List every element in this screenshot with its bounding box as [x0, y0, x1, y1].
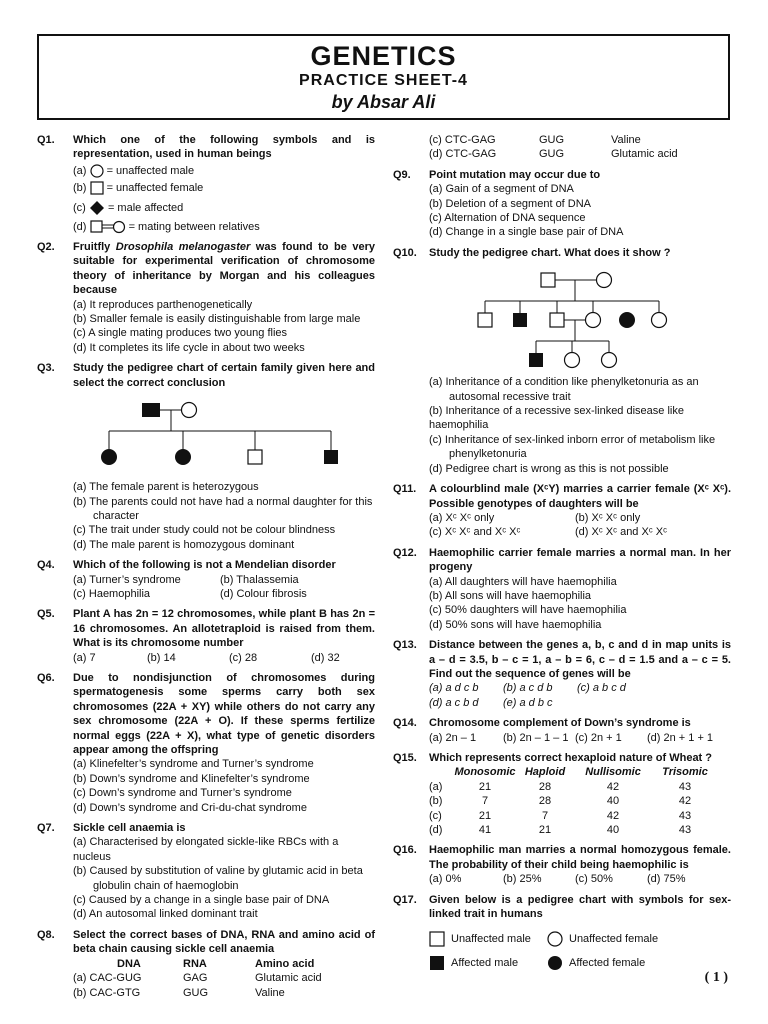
- question-number: Q13.: [393, 639, 417, 652]
- question-text: A colourblind male (XᶜY) marries a carrier female (Xᶜ Xᶜ). Possible genotypes of daughters will be: [429, 483, 731, 510]
- question-13: [393, 638, 731, 710]
- option-c: (c) 28: [229, 651, 258, 664]
- legend-row: [429, 931, 731, 947]
- option-a: (a) It reproduces parthenogenetically: [73, 298, 253, 311]
- option-d: (d) Colour fibrosis: [220, 587, 307, 600]
- question-number: Q15.: [393, 752, 417, 764]
- square-symbol-icon: [90, 181, 104, 195]
- question-7: Q7. Sickle cell anaemia is (a) Characterised by elongated sickle-like RBCs with a nucleus (b) Caused by substitution of valine by glutamic acid in beta globulin chain of haemoglobin (c) Caused by a change in a single base pair of DNA (d) An autosomal linked dominant trait: [37, 821, 375, 922]
- title-box: [37, 34, 730, 120]
- table-row: (c) CTC-GAG GUG Valine: [429, 134, 641, 146]
- question-text: Sickle cell anaemia is: [73, 822, 186, 835]
- legend-label: Affected male: [451, 957, 519, 970]
- question-10: Q10. Study the pedigree chart. What does it show ? (a) Inheritance of a condition like phenylketonuria as an autosomal recessive trait (b) Inheritance of a recessive sex-linked disease like haemophilia (c) Inheritance of sex-linked inborn error of metabolism like phenylketonuria (d) Pedigree chart is wrong as this is not possible: [393, 246, 731, 476]
- option-c: (c) = male affected: [73, 200, 375, 216]
- question-9: [393, 168, 731, 240]
- question-text: Which one of the following symbols and is representation, used in human beings: [73, 134, 375, 161]
- table-row: (c) 21 7 42 43: [429, 809, 692, 822]
- table-row: (a) 21 28 42 43: [429, 780, 692, 793]
- table-row: (a) CAC-GUG GAG Glutamic acid: [73, 972, 322, 985]
- pedigree-chart-q10: [425, 265, 725, 375]
- table-row: (b) 7 28 40 42: [429, 795, 692, 808]
- page-number: ( 1 ): [704, 970, 728, 985]
- question-16: [393, 843, 731, 886]
- left-column: [37, 133, 375, 1000]
- question-text: Study the pedigree chart of certain family given here and select the correct conclusion: [73, 362, 375, 389]
- option-b: (b) Down’s syndrome and Klinefelter’s syndrome: [73, 772, 310, 785]
- question-number: Q11.: [393, 483, 417, 496]
- table-header: Monosomic Haploid Nullisomic Trisomic: [454, 766, 708, 779]
- option-d: (d) Pedigree chart is wrong as this is not possible: [429, 462, 669, 475]
- option-d: (d) It completes its life cycle in about two weeks: [73, 341, 305, 354]
- question-3: Q3. Study the pedigree chart of certain family given here and select the correct conclusion (a) The female parent is heterozygous (b) The parents could not have had a normal daughter for this character (c) The trait under study could not be colour blindness (d) The male parent is homozygous dominant: [37, 362, 375, 551]
- question-text: Distance between the genes a, b, c and d in map units is a – d = 3.5, b – c = 1, a – b = 6, c – d = 1.5 and a – c = 5. Find out the sequence of genes will be: [429, 639, 731, 680]
- right-column: [393, 133, 731, 971]
- option-c: (c) The trait under study could not be colour blindness: [73, 524, 336, 537]
- question-number: Q7.: [37, 822, 55, 835]
- pedigree-chart-q3: [69, 396, 369, 480]
- option-d: (d) Xᶜ Xᶜ and Xᶜ Xᶜ: [575, 526, 668, 539]
- option-d: (d) 32: [311, 651, 340, 664]
- question-number: Q6.: [37, 671, 55, 684]
- legend-label: Unaffected male: [451, 933, 531, 946]
- option-c: (c) Down’s syndrome and Turner’s syndrome: [73, 787, 292, 800]
- question-text: Study the pedigree chart. What does it show ?: [429, 246, 671, 259]
- question-text: Given below is a pedigree chart with symbols for sex-linked trait in humans: [429, 893, 731, 921]
- option-a: (a) 7: [73, 651, 96, 664]
- option-d: (d) 2n + 1 + 1: [647, 731, 714, 744]
- question-number: Q4.: [37, 559, 55, 572]
- option-d: (d) 75%: [647, 873, 686, 886]
- legend-label: Unaffected female: [569, 933, 659, 946]
- question-text: Which represents correct hexaploid nature of Wheat ?: [429, 752, 712, 764]
- option-a: (a) Xᶜ Xᶜ only: [429, 511, 495, 524]
- option-b: (b) Thalassemia: [220, 573, 299, 586]
- option-d: (d) The male parent is homozygous dominant: [73, 538, 295, 551]
- option-a: (a) 2n – 1: [429, 731, 477, 744]
- unaffected-male-icon: [429, 931, 445, 947]
- option-a: (a) Gain of a segment of DNA: [429, 183, 574, 196]
- option-d: (d) An autosomal linked dominant trait: [73, 908, 258, 921]
- question-text: Haemophilic man marries a normal homozygous female. The probability of their child being haemophilic is: [429, 844, 731, 871]
- option-b: (b) Xᶜ Xᶜ only: [575, 511, 641, 524]
- question-text: Due to nondisjunction of chromosomes during spermatogenesis some sperms carry both sex chromosomes (22A + XY) while others do not carry any sex chromosome (22A + O). If these sperms fertilize normal eggs (22A + X), what type of genetic disorders appear among the offspring: [73, 671, 375, 756]
- question-2: [37, 240, 375, 355]
- option-d: (d) a c b d: [429, 696, 479, 709]
- option-b: (b) Deletion of a segment of DNA: [429, 197, 592, 210]
- question-8: [37, 928, 375, 1000]
- question-text: Which of the following is not a Mendelian disorder: [73, 559, 336, 572]
- question-17: [393, 893, 731, 972]
- question-number: Q12.: [393, 546, 417, 559]
- question-text: Chromosome complement of Down’s syndrome is: [429, 717, 691, 730]
- table-row: (d) CTC-GAG GUG Glutamic acid: [429, 148, 678, 161]
- option-a: (a) 0%: [429, 873, 462, 886]
- option-b: (b) a c d b: [503, 682, 553, 695]
- option-b: (b) Caused by substitution of valine by glutamic acid in beta: [73, 865, 363, 878]
- question-number: Q16.: [393, 844, 417, 857]
- option-a: (a) The female parent is heterozygous: [73, 481, 259, 494]
- option-b: (b) = unaffected female: [73, 182, 204, 195]
- mating-symbol-icon: [90, 220, 126, 234]
- filled-diamond-icon: [89, 200, 105, 216]
- legend-label: Affected female: [569, 957, 646, 970]
- option-a: (a) a d c b: [429, 682, 479, 695]
- question-number: Q3.: [37, 362, 55, 375]
- option-a: (a) Klinefelter’s syndrome and Turner’s syndrome: [73, 758, 314, 771]
- question-number: Q17.: [393, 893, 417, 906]
- question-number: Q5.: [37, 608, 55, 621]
- option-b: (b) All sons will have haemophilia: [429, 589, 592, 602]
- question-6: [37, 671, 375, 815]
- question-text: Fruitfly Drosophila melanogaster was found to be very suitable for experimental verification of chromosome theory of inheritance by Morgan and his colleagues because: [73, 241, 375, 297]
- option-b: (b) Smaller female is easily distinguishable from large male: [73, 313, 361, 326]
- option-b: (b) Inheritance of a recessive sex-linked disease like haemophilia: [429, 405, 684, 432]
- option-d: (d) Down’s syndrome and Cri-du-chat syndrome: [73, 801, 307, 814]
- option-c: (c) A single mating produces two young flies: [73, 327, 288, 340]
- option-d: (d) = mating between relatives: [73, 220, 260, 233]
- option-c: (c) Inheritance of sex-linked inborn error of metabolism like: [429, 433, 716, 446]
- question-14: [393, 716, 731, 745]
- option-c: (c) 2n + 1: [575, 731, 622, 744]
- option-c: (c) Haemophilia: [73, 587, 151, 600]
- page-title: GENETICS: [310, 41, 457, 71]
- legend-row: [429, 955, 731, 971]
- option-d: (d) 50% sons will have haemophilia: [429, 618, 602, 631]
- table-header: DNA RNA Amino acid: [117, 957, 315, 970]
- question-11: [393, 482, 731, 540]
- question-text: Select the correct bases of DNA, RNA and amino acid of beta chain causing sickle cell anaemia: [73, 928, 375, 956]
- question-number: Q8.: [37, 928, 55, 941]
- option-c: (c) a b c d: [577, 682, 626, 695]
- option-c: (c) 50% daughters will have haemophilia: [429, 604, 627, 617]
- option-a: (a) All daughters will have haemophilia: [429, 575, 617, 588]
- question-number: Q14.: [393, 717, 417, 730]
- option-a: (a) Turner’s syndrome: [73, 573, 181, 586]
- question-12: [393, 546, 731, 632]
- question-number: Q2.: [37, 241, 55, 254]
- question-5: [37, 607, 375, 665]
- question-number: Q1.: [37, 134, 55, 146]
- author-line: by Absar Ali: [331, 92, 436, 112]
- affected-male-icon: [429, 955, 445, 971]
- option-c: (c) Alternation of DNA sequence: [429, 212, 586, 225]
- affected-female-icon: [547, 955, 563, 971]
- question-15: [393, 751, 731, 837]
- question-4: [37, 558, 375, 601]
- question-text: Haemophilic carrier female marries a normal man. In her progeny: [429, 546, 731, 574]
- option-a: (a) = unaffected male: [73, 164, 195, 177]
- option-c: (c) Xᶜ Xᶜ and Xᶜ Xᶜ: [429, 526, 521, 539]
- option-c: (c) 50%: [575, 873, 613, 886]
- question-1: [37, 133, 375, 234]
- option-e: (e) a d b c: [503, 696, 553, 709]
- question-number: Q10.: [393, 246, 417, 259]
- option-d: (d) Change in a single base pair of DNA: [429, 226, 624, 239]
- option-b: (b) 25%: [503, 873, 542, 886]
- option-b: (b) 2n – 1 – 1: [503, 731, 569, 744]
- q8-continued: [393, 133, 731, 162]
- option-b: (b) 14: [147, 651, 176, 664]
- table-row: (b) CAC-GTG GUG Valine: [73, 986, 285, 999]
- unaffected-female-icon: [547, 931, 563, 947]
- question-number: Q9.: [393, 168, 411, 181]
- question-text: Point mutation may occur due to: [429, 168, 601, 181]
- option-a: (a) Inheritance of a condition like phenylketonuria as an: [429, 376, 699, 389]
- page-subtitle: PRACTICE SHEET-4: [299, 72, 468, 89]
- option-b: (b) The parents could not have had a normal daughter for this: [73, 495, 373, 508]
- circle-symbol-icon: [90, 164, 104, 178]
- question-text: Plant A has 2n = 12 chromosomes, while plant B has 2n = 16 chromosomes. An allotetraploid is raised from them. What is its chromosome number: [73, 608, 375, 650]
- table-row: (d) 41 21 40 43: [429, 824, 692, 837]
- option-c: (c) Caused by a change in a single base pair of DNA: [73, 894, 330, 907]
- option-a: (a) Characterised by elongated sickle-like RBCs with a nucleus: [73, 836, 339, 863]
